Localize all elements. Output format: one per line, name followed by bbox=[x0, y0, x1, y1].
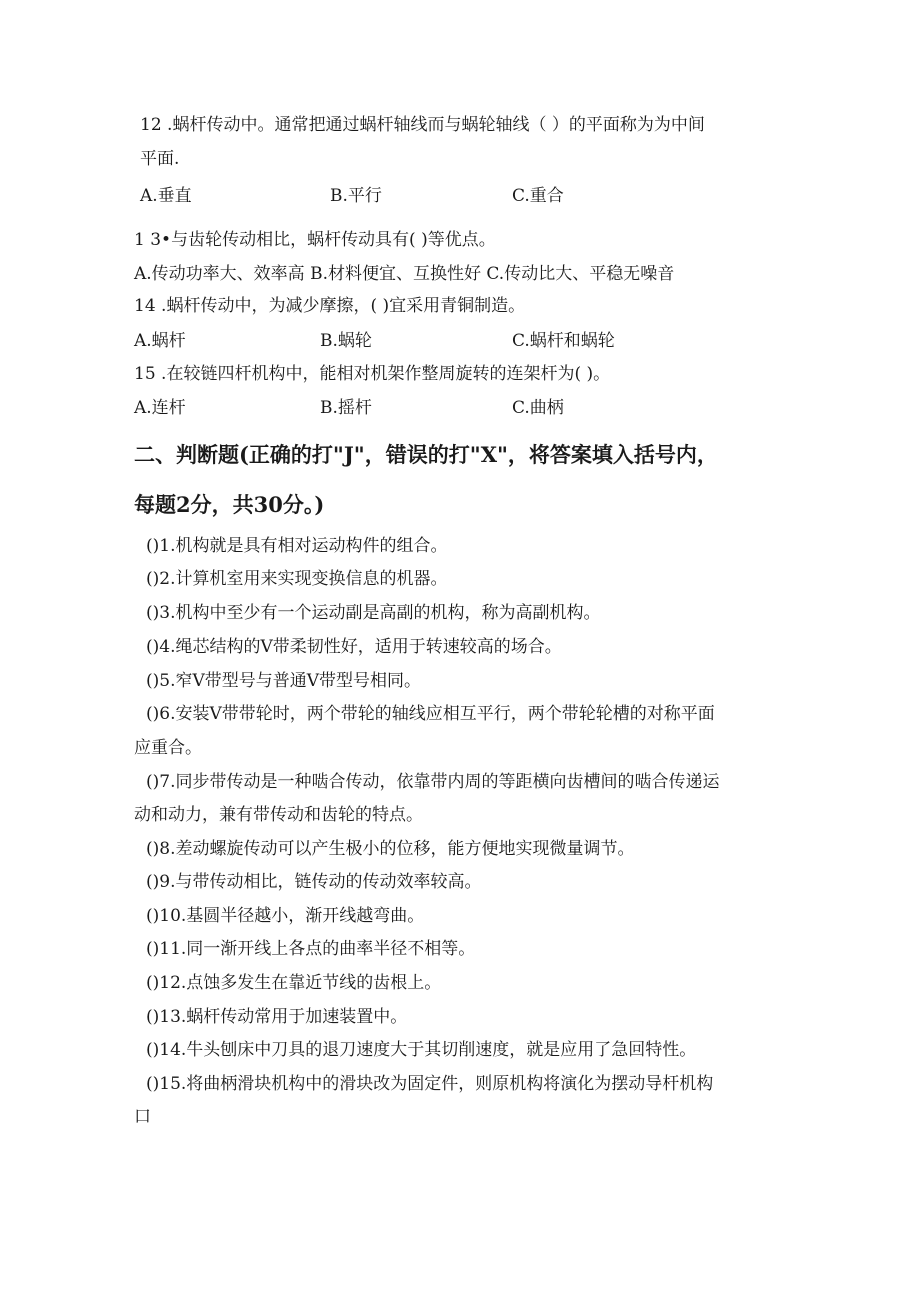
option-c: C.曲柄 bbox=[512, 398, 564, 418]
option-a: A.垂直 bbox=[140, 186, 192, 206]
tf-question-6-line2: 应重合。 bbox=[134, 738, 202, 758]
tf-question-11: ()11.同一渐开线上各点的曲率半径不相等。 bbox=[146, 939, 476, 959]
tf-question-13: ()13.蜗杆传动常用于加速装置中。 bbox=[146, 1007, 408, 1027]
question-14-stem: 14 .蜗杆传动中，为减少摩擦，( )宜采用青铜制造。 bbox=[134, 296, 526, 316]
option-b: B.蜗轮 bbox=[320, 331, 372, 351]
question-15-options bbox=[134, 397, 734, 419]
tf-question-9: ()9.与带传动相比，链传动的传动效率较高。 bbox=[146, 872, 482, 892]
tf-question-4: ()4.绳芯结构的V带柔韧性好，适用于转速较高的场合。 bbox=[146, 637, 562, 657]
question-15-stem: 15 .在较链四杆机构中，能相对机架作整周旋转的连架杆为( )。 bbox=[134, 364, 611, 384]
tf-question-8: ()8.差动螺旋传动可以产生极小的位移，能方便地实现微量调节。 bbox=[146, 839, 635, 859]
tf-question-15-line1: ()15.将曲柄滑块机构中的滑块改为固定件，则原机构将演化为摆动导杆机构 bbox=[146, 1074, 714, 1094]
tf-question-7-line2: 动和动力，兼有带传动和齿轮的特点。 bbox=[134, 805, 423, 825]
tf-question-5: ()5.窄V带型号与普通V带型号相同。 bbox=[146, 671, 422, 691]
option-b: B.摇杆 bbox=[320, 398, 372, 418]
question-13-options: A.传动功率大、效率高 B.材料便宜、互换性好 C.传动比大、平稳无噪音 bbox=[134, 264, 675, 284]
tf-question-15-line2: 口 bbox=[134, 1107, 151, 1127]
tf-question-12: ()12.点蚀多发生在靠近节线的齿根上。 bbox=[146, 973, 442, 993]
option-c: C.重合 bbox=[512, 186, 564, 206]
tf-question-14: ()14.牛头刨床中刀具的退刀速度大于其切削速度，就是应用了急回特性。 bbox=[146, 1040, 697, 1060]
tf-question-1: ()1.机构就是具有相对运动构件的组合。 bbox=[146, 536, 448, 556]
question-12-stem-line1: 12 .蜗杆传动中。通常把通过蜗杆轴线而与蜗轮轴线（ ）的平面称为为中间 bbox=[140, 115, 705, 135]
tf-question-7-line1: ()7.同步带传动是一种啮合传动，依靠带内周的等距横向齿槽间的啮合传递运 bbox=[146, 772, 720, 792]
question-13-stem: 1 3•与齿轮传动相比，蜗杆传动具有( )等优点。 bbox=[134, 230, 496, 250]
tf-question-6-line1: ()6.安装V带带轮时，两个带轮的轴线应相互平行，两个带轮轮槽的对称平面 bbox=[146, 704, 715, 724]
section-2-heading-line2: 每题2分，共30分。) bbox=[134, 492, 325, 517]
option-c: C.蜗杆和蜗轮 bbox=[512, 331, 615, 351]
tf-question-3: ()3.机构中至少有一个运动副是高副的机构，称为高副机构。 bbox=[146, 603, 601, 623]
option-b: B.平行 bbox=[330, 186, 382, 206]
section-2-heading-line1: 二、判断题(正确的打"J"，错误的打"X"，将答案填入括号内， bbox=[134, 442, 718, 467]
option-a: A.蜗杆 bbox=[134, 331, 186, 351]
question-12-stem-line2: 平面. bbox=[140, 149, 180, 169]
option-a: A.连杆 bbox=[134, 398, 186, 418]
question-12-options bbox=[140, 185, 740, 207]
tf-question-2: ()2.计算机室用来实现变换信息的机器。 bbox=[146, 569, 448, 589]
tf-question-10: ()10.基圆半径越小，渐开线越弯曲。 bbox=[146, 906, 425, 926]
question-14-options bbox=[134, 330, 734, 352]
